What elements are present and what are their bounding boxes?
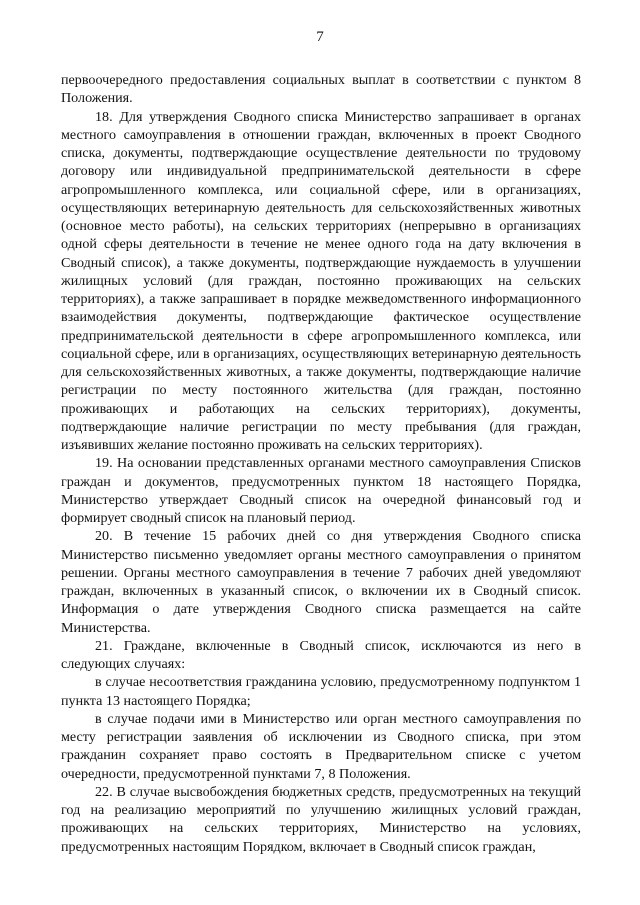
paragraph-continuation: первоочередного предоставления социальных выплат в соответствии с пунктом 8 Положения. (61, 72, 581, 107)
paragraph-22: 22. В случае высвобождения бюджетных средств, предусмотренных на текущий год на реализацию мероприятий по улучшению жилищных условий граждан, проживающих на сельских территориях, Министерство на условиях, предусмотренных настоящим Порядком, включает в Сводный список граждан, (61, 783, 581, 855)
page-number: 7 (316, 29, 324, 45)
paragraph-20: 20. В течение 15 рабочих дней со дня утверждения Сводного списка Министерство письменно уведомляет органы местного самоуправления о принятом решении. Органы местного самоуправления в течение 7 рабочих дней уведомляют граждан, включенных в указанный список, о включении их в Сводный список. Информация о дате утверждения Сводного списка размещается на сайте Министерства. (61, 528, 581, 636)
document-body (61, 71, 581, 856)
paragraph-18: 18. Для утверждения Сводного списка Министерство запрашивает в органах местного самоуправления в отношении граждан, включенных в проект Сводного списка, документы, подтверждающие осуществление деятельности по трудовому договору или индивидуальной предпринимательской деятельности в сфере агропромышленного комплекса, или социальной сфере, или в организациях, осуществляющих ветеринарную деятельность для сельскохозяйственных животных (основное место работы), на сельских территориях (непрерывно в организациях одной сферы деятельности в течение не менее одного года на дату включения в Сводный список), а также документы, подтверждающие нуждаемость в улучшении жилищных условий (для граждан, постоянно проживающих на сельских территориях), а также запрашивает в порядке межведомственного информационного взаимодействия документы, подтверждающие фактическое осуществление предпринимательской деятельности в сфере агропромышленного комплекса, или социальной сфере, или в организациях, осуществляющих ветеринарную деятельность для сельскохозяйственных животных, а также документы, подтверждающие наличие регистрации по месту постоянного жительства (для граждан, постоянно проживающих и работающих на сельских территориях), документы, подтверждающие наличие регистрации по месту пребывания (для граждан, изъявивших желание постоянно проживать на сельских территориях). (61, 108, 581, 453)
paragraph-21-case-2: в случае подачи ими в Министерство или орган местного самоуправления по месту регистрации заявления об исключении из Сводного списка, при этом гражданин сохраняет право состоять в Предварительном списке с учетом очередности, предусмотренной пунктами 7, 8 Положения. (61, 710, 581, 782)
paragraph-19: 19. На основании представленных органами местного самоуправления Списков граждан и документов, предусмотренных пунктом 18 настоящего Порядка, Министерство утверждает Сводный список на очередной финансовый год и формирует сводный список на плановый период. (61, 455, 581, 526)
paragraph-21: 21. Граждане, включенные в Сводный список, исключаются из него в следующих случаях: (61, 637, 581, 672)
paragraph-21-case-1: в случае несоответствия гражданина условию, предусмотренному подпунктом 1 пункта 13 настоящего Порядка; (61, 674, 581, 709)
